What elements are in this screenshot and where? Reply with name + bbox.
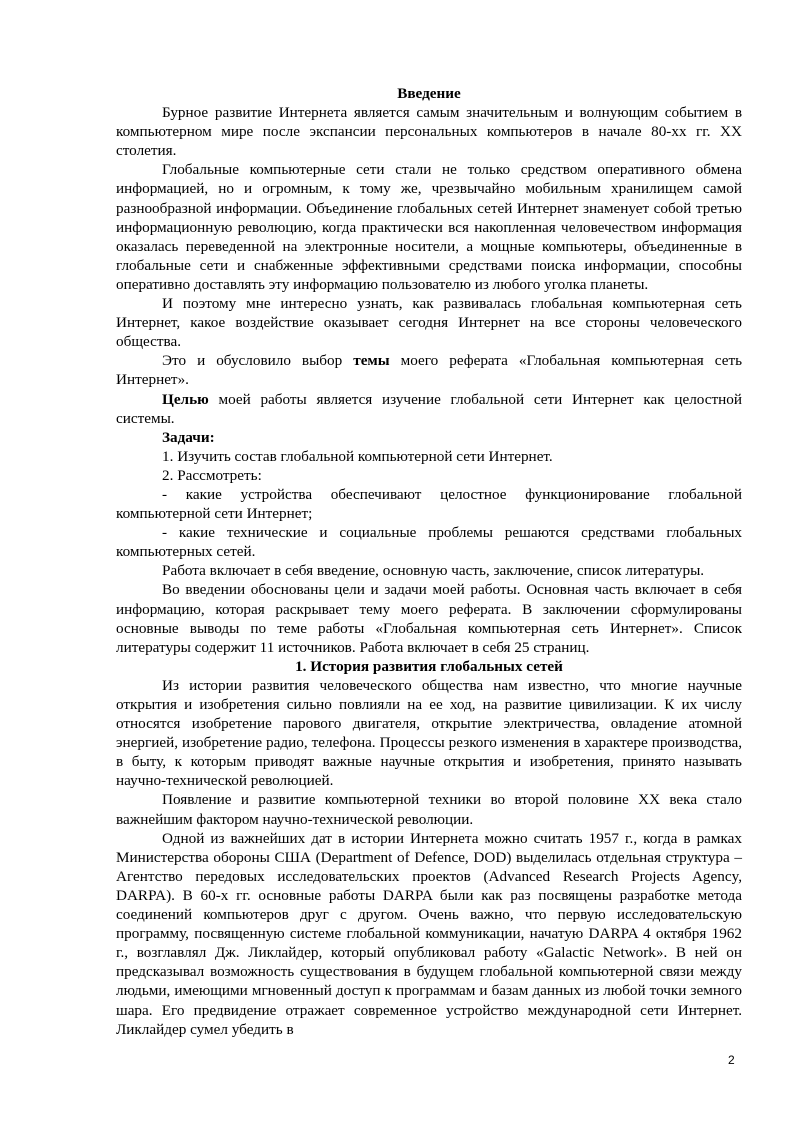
topic-text-pre: Это и обусловило выбор [162, 352, 354, 370]
section-1-paragraph-2: Появление и развитие компьютерной техники во второй половине ХХ века стало важнейшим фактором научно-технической революции. [116, 791, 742, 828]
goal-bold: Целью [162, 390, 209, 408]
task-2b: - какие технические и социальные проблемы решаются средствами глобальных компьютерных сетей. [116, 524, 742, 561]
tasks-label: Задачи: [162, 428, 215, 446]
task-1: 1. Изучить состав глобальной компьютерной сети Интернет. [162, 447, 553, 465]
topic-bold: темы [353, 352, 390, 370]
section-1-paragraph-3: Одной из важнейших дат в истории Интернета можно считать 1957 г., когда в рамках Министерства обороны США (Department of Defence, DOD) выделилась отдельная структура – Агентство передовых исследовательских проектов (Advanced Research Projects Agency, DARPA). В 60-х гг. основные работы DARPA были как раз посвящены разработке метода соединений компьютеров друг с другом. Очень важно, что первую исследовательскую программу, посвященную системе глобальной коммуникации, начатую DARPA 4 октября 1962 г., возглавлял Дж. Ликлайдер, который опубликовал работу «Galactic Network». В ней он предсказывал возможность существования в будущем глобальной компьютерной связи между людьми, имеющими мгновенный доступ к программам и базам данных из любой точки земного шара. Его предвидение отражает современное устройство международной сети Интернет. Ликлайдер сумел убедить в [116, 829, 742, 1038]
intro-paragraph-6: Работа включает в себя введение, основную часть, заключение, список литературы. [162, 562, 705, 580]
task-2a: - какие устройства обеспечивают целостное функционирование глобальной компьютерной сети Интернет; [116, 485, 742, 523]
intro-paragraph-2: Глобальные компьютерные сети стали не только средством оперативного обмена информацией, но и огромным, к тому же, чрезвычайно мобильным хранилищем самой разнообразной информации. Объединение глобальных сетей Интернет знаменует собой третью информационную революцию, когда практически вся накопленная человечеством информация оказалась переведенной на электронные носители, а мощные компьютеры, объединенные в глобальные сети и снабженные эффективными средствами поиска информации, способны оперативно доставлять эту информацию пользователю из любого уголка планеты. [116, 161, 742, 293]
page-number: 2 [728, 1053, 735, 1067]
intro-paragraph-4 [116, 351, 742, 389]
intro-paragraph-3: И поэтому мне интересно узнать, как развивалась глобальная компьютерная сеть Интернет, какое воздействие оказывает сегодня Интернет на все стороны человеческого общества. [116, 295, 742, 351]
section-1-paragraph-1: Из истории развития человеческого общества нам известно, что многие научные открытия и изобретения сильно повлияли на ее ход, на развитие цивилизации. К их числу относятся изобретение парового двигателя, открытие электричества, овладение атомной энергией, изобретение радио, телефона. Процессы резкого изменения в характере производства, в быту, к которым приводят важные научные открытия и изобретения, принято называть научно-технической революцией. [116, 676, 742, 790]
intro-heading: Введение [397, 85, 461, 102]
section-1-heading: 1. История развития глобальных сетей [295, 657, 563, 675]
document-page [116, 84, 742, 1039]
goal-text: моей работы является изучение глобальной сети Интернет как целостной системы. [116, 390, 742, 427]
intro-paragraph-1: Бурное развитие Интернета является самым значительным и волнующим событием в компьютерном мире после экспансии персональных компьютеров в начале 80-хх гг. ХХ столетия. [116, 104, 742, 160]
topic-text-post: моего реферата «Глобальная компьютерная сеть Интернет». [116, 352, 743, 389]
task-2: 2. Рассмотреть: [162, 466, 262, 484]
intro-paragraph-7: Во введении обоснованы цели и задачи моей работы. Основная часть включает в себя информацию, которая раскрывает тему моего реферата. В заключении сформулированы основные выводы по теме работы «Глобальная компьютерная сеть Интернет». Список литературы содержит 11 источников. Работа включает в себя 25 страниц. [116, 581, 742, 656]
intro-paragraph-5 [116, 390, 742, 428]
